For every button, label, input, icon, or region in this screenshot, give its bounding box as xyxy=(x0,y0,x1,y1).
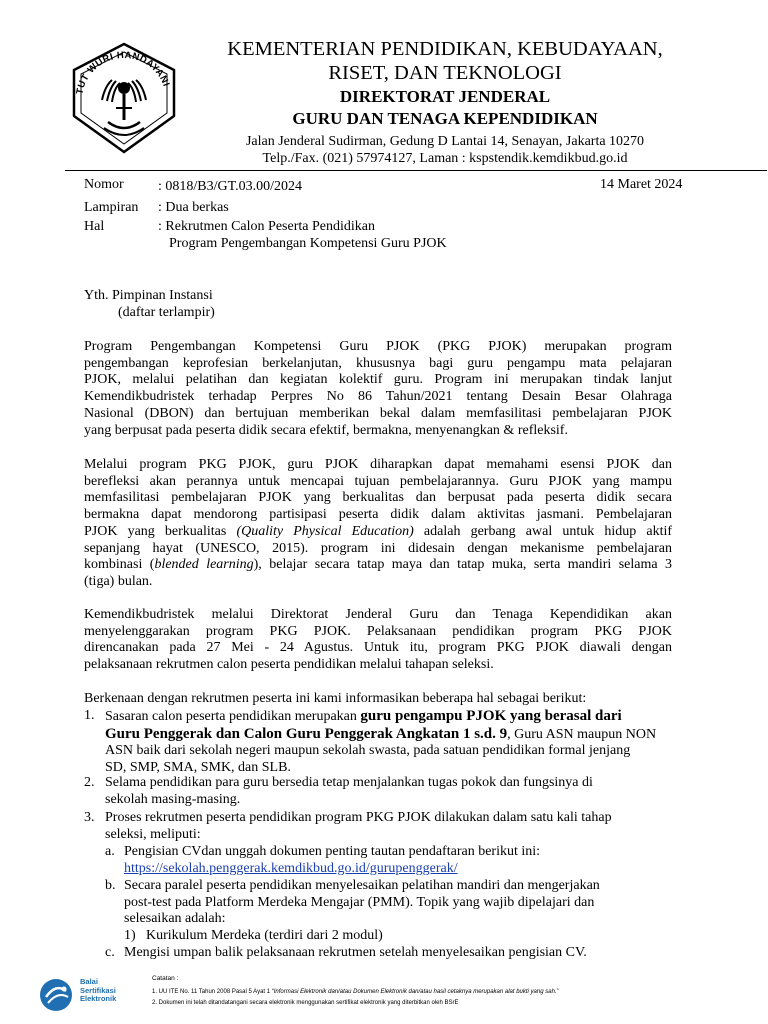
directorate-line2: GURU DAN TENAGA KEPENDIDIKAN xyxy=(292,109,598,128)
registration-link[interactable]: https://sekolah.penggerak.kemdikbud.go.id/gurupenggerak/ xyxy=(124,860,458,876)
header-divider xyxy=(65,170,767,171)
recipient-line2: (daftar terlampir) xyxy=(118,305,215,320)
directorate-line1: DIREKTORAT JENDERAL xyxy=(339,87,551,106)
hal-value-line2: Program Pengembangan Kompetensi Guru PJOK xyxy=(169,236,447,251)
letter-date: 14 Maret 2024 xyxy=(600,177,683,192)
paragraph-3 xyxy=(84,607,672,674)
bold-text: Guru Penggerak dan Calon Guru Penggerak Angkatan 1 s.d. 9 xyxy=(105,725,508,742)
paragraph-line: pengembangan keprofesian berkelanjutan, khususnya bagi guru pengampu mata pelajaran xyxy=(84,355,672,371)
paragraph-line: PJOK, melalui pelatihan dan kegiatan kolektif guru. Program ini merupakan tindak lanjut xyxy=(84,372,672,388)
sub-list-letter: a. xyxy=(105,844,115,859)
list-number: 1. xyxy=(84,708,95,723)
list-number: 2. xyxy=(84,775,95,790)
sub-list-letter: b. xyxy=(105,878,116,893)
logo-motto: TUT WURI HANDAYANI xyxy=(74,49,172,96)
list-number: 3. xyxy=(84,810,95,825)
address: Jalan Jenderal Sudirman, Gedung D Lantai 14, Senayan, Jakarta 10270 xyxy=(245,134,645,149)
sub-item-b: Secara paralel peserta pendidikan menyelesaikan pelatihan mandiri dan mengerjakan post-test pada Platform Merdeka Mengajar (PMM). Topik yang wajib dipelajari dan selesaikan adalah: xyxy=(124,878,600,927)
sub-item-c: Mengisi umpan balik pelaksanaan rekrutmen setelah menyelesaikan pengisian CV. xyxy=(124,945,587,960)
paragraph-line: sepanjang hayat (UNESCO, 2015). program ini didesain dengan mekanisme pembelajaran xyxy=(84,540,672,556)
hal-label: Hal xyxy=(84,219,105,234)
paragraph-line: PJOK yang berkualitas (Quality Physical Education) adalah gerbang awal untuk hidup aktif xyxy=(84,523,673,539)
paragraph-line: Nasional (DBON) dan bertujuan memberikan bekal dalam memfasilitasi pembelajaran PJOK xyxy=(84,405,672,421)
footer-note-2: 2. Dokumen ini telah ditandatangani secara elektronik menggunakan sertifikat elektronik yang diterbitkan oleh BSrE xyxy=(152,1000,459,1006)
nomor-value: : 0818/B3/GT.03.00/2024 xyxy=(158,179,303,194)
bsre-brand: Balai Sertifikasi Elektronik xyxy=(80,977,117,1003)
sub-sub-number: 1) xyxy=(124,928,136,943)
paragraph-line: Melalui program PKG PJOK, guru PJOK diharapkan dapat memahami esensi PJOK dan xyxy=(84,457,672,472)
italic-term: (Quality Physical Education) xyxy=(236,523,414,539)
footer-catatan-label: Catatan : xyxy=(152,975,179,982)
hal-value-line1: : Rekrutmen Calon Peserta Pendidikan xyxy=(158,219,375,234)
footer-note-1: 1. UU ITE No. 11 Tahun 2008 Pasal 5 Ayat 1 “Informasi Elektronik dan/atau Dokumen Elektronik dan/atau hasil cetaknya merupakan alat bukti yang sah.” xyxy=(152,989,559,995)
paragraph-line: pelaksanaan rekrutmen calon peserta pendidikan melalui tahapan seleksi. xyxy=(84,657,494,673)
paragraph-line: bermakna dapat mendorong partisipasi peserta didik dalam aktivitas jasmani. Pembelajaran xyxy=(84,507,672,523)
paragraph-line: berefleksi akan perannya untuk mencapai tujuan pembelajarannya. Guru PJOK yang mampu xyxy=(84,473,672,489)
sub-list-letter: c. xyxy=(105,945,115,960)
recipient-line1: Yth. Pimpinan Instansi xyxy=(84,288,213,303)
paragraph-line: (tiga) bulan. xyxy=(84,573,153,589)
sub-item-a: Pengisian CVdan unggah dokumen penting tautan pendaftaran berikut ini: https://sekolah.penggerak.kemdikbud.go.id/gurupenggerak/ xyxy=(124,844,541,876)
paragraph-line: Kemendikbudristek melalui Direktorat Jenderal Guru dan Tenaga Kependidikan akan xyxy=(84,607,672,622)
ministry-name-line2: RISET, DAN TEKNOLOGI xyxy=(328,62,562,84)
paragraph-2 xyxy=(84,457,672,591)
lampiran-label: Lampiran xyxy=(84,200,139,215)
paragraph-line: Kemendikbudristek terhadap Perpres No 86 Tahun/2021 tentang Desain Besar Olahraga xyxy=(84,389,672,405)
list-item-1: Sasaran calon peserta pendidikan merupakan guru pengampu PJOK yang berasal dari Guru Penggerak dan Calon Guru Penggerak Angkatan 1 s.d. 9, Guru ASN maupun NON ASN baik dari sekolah negeri maupun sekolah swasta, pada satuan pendidikan formal jenjang SD, SMP, SMA, SMK, dan SLB. xyxy=(105,708,657,776)
contact-info: Telp./Fax. (021) 57974127, Laman : kspstendik.kemdikbud.go.id xyxy=(262,151,628,166)
paragraph-1 xyxy=(84,339,672,439)
ministry-name-line1: KEMENTERIAN PENDIDIKAN, KEBUDAYAAN, xyxy=(227,38,663,60)
paragraph-4: Berkenaan dengan rekrutmen peserta ini kami informasikan beberapa hal sebagai berikut: xyxy=(84,691,587,706)
paragraph-line: direncanakan pada 27 Mei - 24 Agustus. Untuk itu, program PKG PJOK diawali dengan xyxy=(84,640,672,656)
list-item-2: Selama pendidikan para guru bersedia tetap menjalankan tugas pokok dan fungsinya di sekolah masing-masing. xyxy=(105,775,593,807)
paragraph-line: yang berpusat pada peserta didik secara efektif, bermakna, menyenangkan & refleksif. xyxy=(84,422,568,438)
list-item-3: Proses rekrutmen peserta pendidikan program PKG PJOK dilakukan dalam satu kali tahap seleksi, meliputi: xyxy=(105,810,612,842)
lampiran-value: : Dua berkas xyxy=(158,200,229,215)
sub-sub-item-1: Kurikulum Merdeka (terdiri dari 2 modul) xyxy=(146,928,383,943)
paragraph-line: menyelenggarakan program PKG PJOK. Pelaksanaan pendidikan program PKG PJOK xyxy=(84,623,672,639)
paragraph-line: kombinasi (blended learning), belajar secara tatap maya dan tatap muka, serta mandiri selama 3 xyxy=(84,557,673,573)
italic-term: blended learning xyxy=(154,557,254,573)
paragraph-line: Program Pengembangan Kompetensi Guru PJOK (PKG PJOK) merupakan program xyxy=(84,339,672,354)
paragraph-line: memfasilitasi pembelajaran PJOK yang berkualitas dan berpusat pada peserta didik secara xyxy=(84,490,672,506)
nomor-label: Nomor xyxy=(84,177,124,192)
bold-text: guru pengampu PJOK yang berasal dari xyxy=(360,708,622,724)
bsre-logo-icon xyxy=(38,977,74,1013)
